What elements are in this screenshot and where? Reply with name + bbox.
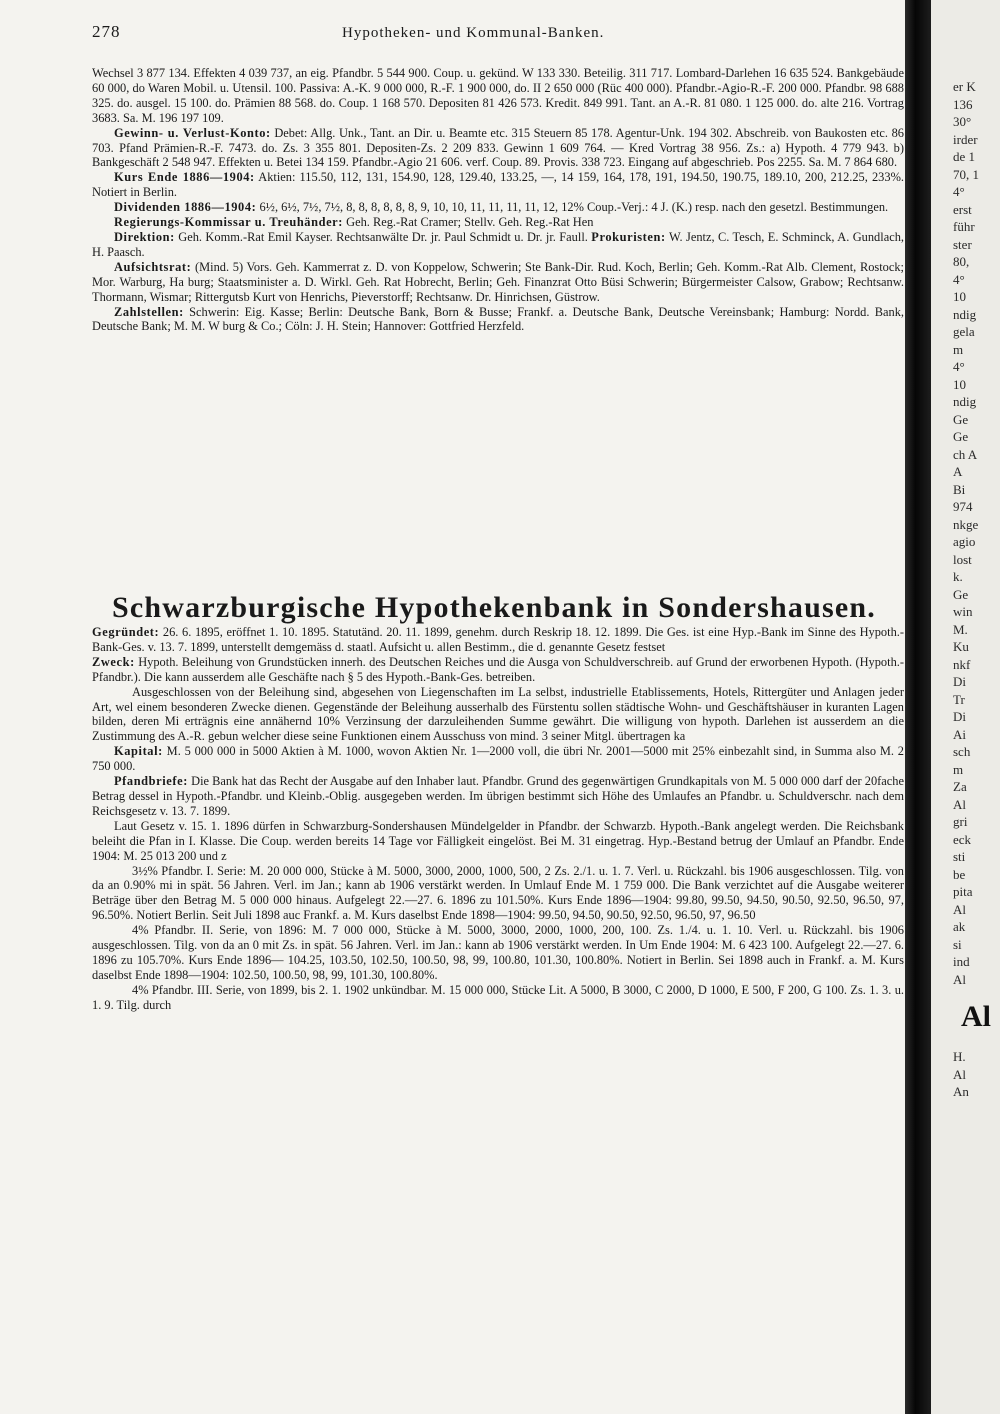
share-price-paragraph	[92, 170, 904, 200]
capital-paragraph	[92, 744, 904, 774]
facing-page-fragment: A	[953, 464, 963, 479]
profit-loss-text: Debet: Allg. Unk., Tant. an Dir. u. Beamte etc. 315 Steuern 85 178. Agentur-Unk. 194 302. Abschreib. von Baukosten etc. 86 703. Pfand Prämien-R.-F. 7473. do. Zs. 3 355 801. Depositen-Zs. 2 209 833. Gewinn 1 609 764. — Kred Vortrag 38 956. Zs.: a) Hypoth. 4 779 943. b) Bankgeschäft 2 548 947. Effekten u. Betei 134 159. Pfandbr.-Agio 21 606. verf. Coup. 89. Provis. 338 723. Eingang auf abgeschrieb. Pos 2255. Sa. M. 7 864 680.	[92, 125, 904, 170]
facing-page-fragment: M.	[953, 621, 968, 637]
facing-page-fragment: Al	[953, 1066, 966, 1082]
procurators-text: W. Jentz, C. Tesch, E. Schminck, A. Gundlach, H. Paasch.	[92, 229, 904, 259]
founded-paragraph	[92, 625, 904, 655]
facing-page-fragment: Di	[953, 709, 966, 724]
running-title: Hypotheken- und Kommunal-Banken.	[342, 25, 605, 41]
facing-page-fragment: er K	[953, 79, 976, 94]
facing-page-fragment: Al	[953, 971, 966, 987]
facing-page-fragment: Za	[953, 779, 967, 794]
schwarzburg-bank-section	[92, 625, 904, 1400]
directors-paragraph	[92, 230, 904, 260]
facing-page-fragment: erst	[953, 201, 972, 217]
facing-page-fragment: pita	[953, 884, 973, 899]
procurators-label: Prokuristen:	[591, 229, 666, 244]
facing-page-fragment: sch	[953, 744, 971, 759]
facing-page-fragment: gri	[953, 814, 968, 829]
page-header	[92, 22, 902, 48]
founded-text: 26. 6. 1895, eröffnet 1. 10. 1895. Statutänd. 20. 11. 1899, genehm. durch Reskrip 18. 12. 1899. Die Ges. ist eine Hyp.-Bank im Sinne des Hypoth.-Bank-Ges. v. 13. 7. 1899, unterstellt demgemäss d. staatl. Aufsicht u. allen Bestimm., die d. genannte Gesetz festset	[92, 625, 904, 654]
series-one-paragraph: 3½% Pfandbr. I. Serie: M. 20 000 000, Stücke à M. 5000, 3000, 2000, 1000, 500, 2 Zs. 2./1. u. 1. 7. Verl. u. Rückzahl. bis 1906 ausgeschlossen. Tilg. von da an 0.90% mi in spät. 56 Jahren. Verl. im Jan.; kann ab 1906 verstärkt werden. In Umlauf Ende M. 1 759 000. Die Bank verzichtet auf die Ausgabe weiterer Beträge über den Betrag M. 5 000 000 hinaus. Aufgelegt 22.—27. 6. 1896 zu 101.50%. Kurs Ende 1896—1904: 99.80, 99.50, 94.50, 90.50, 92.50, 96.50, 97, 96.50%. Notiert Berlin. Seit Juli 1898 auc Frankf. a. M. Kurs daselbst Ende 1898—1904: 99.50, 94.50, 90.50, 92.50, 96.50, 97, 96.50	[92, 863, 904, 923]
facing-page-fragment: Al	[953, 796, 966, 812]
facing-page-fragment: nkge	[953, 516, 979, 532]
commissioner-label: Regierungs-Kommissar u. Treuhänder:	[114, 215, 344, 230]
facing-page-fragment: lost	[953, 551, 972, 567]
capital-text: M. 5 000 000 in 5000 Aktien à M. 1000, wovon Aktien Nr. 1—2000 voll, die übri Nr. 2001—5000 mit 25% einbezahlt sind, in Summa also M. 2 750 000.	[92, 744, 904, 774]
facing-page-fragment: Tr	[953, 691, 965, 707]
page-number: 278	[92, 22, 121, 41]
founded-label: Gegründet:	[92, 625, 160, 639]
bank-heading: Schwarzburgische Hypothekenbank in Sondershausen.	[112, 591, 876, 624]
facing-page-fragment: Ge	[953, 411, 969, 427]
exclusions-paragraph: Ausgeschlossen von der Beleihung sind, abgesehen von Liegenschaften im La selbst, industrielle Etablissements, Hotels, Rittergüter und Anlagen jeder Art, wel einem besonderen Zwecke dienen. Gegenstände der Beleihung ausserhalb des Fürstentu sollen städtische Wohn- und Geschäftshäuser in kuranten Lagen bilden, deren Mi erträgnis eine annähernd 10% Verzinsung der darzuleihenden Summe gewährt. Die willigung von hypoth. Darlehen ist ausserdem an die Zustimmung des A.-R. gebun welcher diese seine Funktionen einem Ausschuss von mind. 3 seiner Mitgl. übertragen ka	[92, 684, 904, 744]
facing-page-fragment: ster	[953, 236, 972, 252]
facing-page-fragment: An	[953, 1084, 969, 1099]
profit-loss-label: Gewinn- u. Verlust-Konto:	[114, 125, 271, 140]
supervisory-board-paragraph	[92, 260, 904, 305]
purpose-label: Zweck:	[92, 654, 135, 669]
facing-page-fragment: ch A	[953, 446, 978, 462]
supervisory-board-text: (Mind. 5) Vors. Geh. Kammerrat z. D. von Koppelow, Schwerin; Ste Bank-Dir. Rud. Koch, Berlin; Geh. Komm.-Rat Alb. Clement, Rostock; Mor. Warburg, Ha burg; Staatsminister a. D. Wirkl. Geh. Rat Hobrecht, Berlin; Geh. Finanzrat Otto Büsi Schwerin; Bürgermeister Calsow, Grabow; Rechtsanw. Thormann, Wismar; Rittergutsb Kurt von Henrichs, Pieverstorff; Rechtsanw. Dr. Hinrichsen, Güstrow.	[92, 259, 904, 304]
facing-page-fragment: si	[953, 936, 962, 952]
mortgage-bonds-paragraph	[92, 774, 904, 819]
facing-page-fragment: 4°	[953, 184, 965, 199]
share-price-label: Kurs Ende 1886—1904:	[114, 170, 255, 185]
facing-page-fragment: be	[953, 866, 966, 882]
law-paragraph: Laut Gesetz v. 15. 1. 1896 dürfen in Schwarzburg-Sondershausen Mündelgelder in Pfandbr. der Schwarzb. Hypoth.-Bank angelegt werden. Die Reichsbank beleiht die Pfan in I. Klasse. Die Coup. werden bereits 14 Tage vor Fälligkeit eingelöst. Bei M. 31 eingetrag. Hyp.-Bestand betrug der Umlauf an Pfandbr. Ende 1904: M. 25 013 200 und z	[92, 818, 904, 863]
facing-page-fragment: eck	[953, 831, 972, 847]
previous-bank-section	[92, 66, 904, 554]
facing-page-fragment: gela	[953, 324, 975, 339]
facing-page-fragment: k.	[953, 569, 963, 584]
facing-page-fragment: agio	[953, 534, 976, 549]
facing-page-fragment: Ai	[953, 726, 966, 742]
facing-page-fragment: sti	[953, 849, 966, 864]
facing-page-fragment: 4°	[953, 359, 965, 374]
facing-page-fragment: de 1	[953, 149, 976, 164]
series-two-paragraph: 4% Pfandbr. II. Serie, von 1896: M. 7 000 000, Stücke à M. 5000, 3000, 2000, 1000, 200, 100. Zs. 1./4. u. 1. 10. Verl. u. Rückzahl. bis 1906 ausgeschlossen. Tilg. von da an 0 mit Zs. in spät. 56 Jahren. Verl. im Jan.: kann ab 1906 verstärkt werden. In Um Ende 1904: M. 6 423 100. Aufgelegt 22.—27. 6. 1896 zu 105.70%. Kurs Ende 1896— 104.25, 103.50, 102.50, 100.50, 98, 99, 100.80, 101.30, 100.80%. Notiert in Berlin. Sei 1898 auch in Frankf. a. M. Kurs daselbst Ende 1898—1904: 102.50, 100.50, 98, 99, 101.30, 100.80%.	[92, 923, 904, 982]
paying-agents-paragraph	[92, 305, 904, 335]
commissioner-text: Geh. Reg.-Rat Cramer; Stellv. Geh. Reg.-Rat Hen	[346, 215, 594, 230]
facing-page-fragment: 30°	[953, 114, 972, 129]
facing-page-fragment: m	[953, 341, 964, 357]
facing-page-heading-fragment: Al	[961, 1000, 991, 1033]
facing-page-fragment: nkf	[953, 656, 971, 672]
directors-label: Direktion:	[114, 229, 175, 244]
dividends-label: Dividenden 1886—1904:	[114, 200, 257, 215]
paying-agents-label: Zahlstellen:	[114, 304, 184, 319]
facing-page-fragment: H.	[953, 1049, 966, 1064]
mortgage-bonds-text: Die Bank hat das Recht der Ausgabe auf den Inhaber laut. Pfandbr. Grund des gegenwärtigen Grundkapitals von M. 5 000 000 darf der 20fache Betrag dessel in Hypoth.-Pfandbr. und Kleinb.-Oblig. ausgegeben werden. Im übrigen bestimmt sich Höhe des Umlaufes an Pfandbr. u. Schuldverschr. nach dem Reichsgesetz v. 13. 7. 1899.	[92, 774, 904, 818]
paying-agents-text: Schwerin: Eig. Kasse; Berlin: Deutsche Bank, Born & Busse; Frankf. a. Deutsche Bank, Deutsche Vereinsbank; Hamburg: Nordd. Bank, Deutsche Bank; M. M. W burg & Co.; Cöln: J. H. Stein; Hannover: Gottfried Herzfeld.	[92, 304, 904, 334]
series-three-paragraph: 4% Pfandbr. III. Serie, von 1899, bis 2. 1. 1902 unkündbar. M. 15 000 000, Stücke Lit. A 5000, B 3000, C 2000, D 1000, E 500, F 200, G 100. Zs. 1. 3. u. 1. 9. Tilg. durch	[92, 982, 904, 1012]
supervisory-board-label: Aufsichtsrat:	[114, 259, 192, 274]
facing-page-fragment: 4°	[953, 271, 965, 287]
facing-page-fragment: ndig	[953, 394, 977, 409]
capital-label: Kapital:	[114, 744, 163, 759]
book-gutter	[905, 0, 931, 1414]
facing-page-fragment: m	[953, 761, 964, 777]
facing-page-fragment: Bi	[953, 481, 966, 497]
purpose-paragraph	[92, 655, 904, 685]
dividends-text: 6½, 6½, 7½, 7½, 8, 8, 8, 8, 8, 8, 9, 10, 10, 11, 11, 11, 11, 12, 12% Coup.-Verj.: 4 J. (K.) resp. nach den gesetzl. Bestimmungen.	[259, 200, 889, 215]
profit-loss-paragraph	[92, 126, 904, 171]
facing-page-fragment: Ge	[953, 586, 969, 602]
directors-text: Geh. Komm.-Rat Emil Kayser. Rechtsanwälte Dr. jr. Paul Schmidt u. Dr. jr. Faull.	[178, 229, 588, 244]
facing-page-fragment: irder	[953, 131, 978, 147]
facing-page-fragment: Di	[953, 674, 966, 689]
purpose-text: Hypoth. Beleihung von Grundstücken innerh. des Deutschen Reiches und die Ausga von Schuldverschreib. auf Grund der erworbenen Hypoth. (Hypoth.-Pfandbr.). Die kann ausserdem alle Geschäfte nach § 5 des Hypoth.-Bank-Ges. betreiben.	[92, 654, 904, 684]
facing-page-fragment: 136	[953, 96, 973, 112]
facing-page-fragment: ndig	[953, 306, 977, 322]
facing-page-fragment: 974	[953, 499, 973, 514]
facing-page-fragment: Ku	[953, 639, 969, 654]
mortgage-bonds-label: Pfandbriefe:	[114, 774, 188, 789]
facing-page-fragment: 10	[953, 376, 966, 392]
facing-page-fragment: 80,	[953, 254, 970, 269]
commissioner-paragraph	[92, 215, 904, 230]
share-price-text: Aktien: 115.50, 112, 131, 154.90, 128, 129.40, 133.25, —, 14 159, 164, 178, 191, 194.50, 190.75, 189.10, 200, 212.25, 233%. Notiert in Berlin.	[92, 170, 904, 200]
facing-page-fragment: Ge	[953, 429, 969, 444]
facing-page-fragment: 70, 1	[953, 166, 979, 182]
facing-page-fragment: win	[953, 604, 973, 619]
facing-page-fragment: ind	[953, 954, 970, 969]
facing-page-fragment: führ	[953, 219, 975, 234]
balance-paragraph: Wechsel 3 877 134. Effekten 4 039 737, an eig. Pfandbr. 5 544 900. Coup. u. gekünd. W 133 330. Beteilig. 311 717. Lombard-Darlehen 16 635 524. Bankgebäude 60 000, do Waren Mobil. u. Utensil. 100. Passiva: A.-K. 9 000 000, R.-F. 1 900 000, do. II 2 650 000 (Rüc 400 000). Pfandbr.-Agio-R.-F. 200 000. Pfandbr. 98 688 325. do. ausgel. 15 100. do. Prämien 88 568. do. Coup. 1 168 570. Depositen 81 426 573. Kredit. 849 991. Tant. an A.-R. 81 080. 1 125 000. do. alte 216. Vortrag 3683. Sa. M. 196 197 109.	[92, 66, 904, 125]
dividends-paragraph	[92, 200, 904, 215]
facing-page-fragment: 10	[953, 289, 966, 304]
facing-page-fragment: ak	[953, 919, 966, 934]
facing-page-fragment: Al	[953, 901, 966, 917]
facing-page-edge	[931, 0, 1000, 1414]
